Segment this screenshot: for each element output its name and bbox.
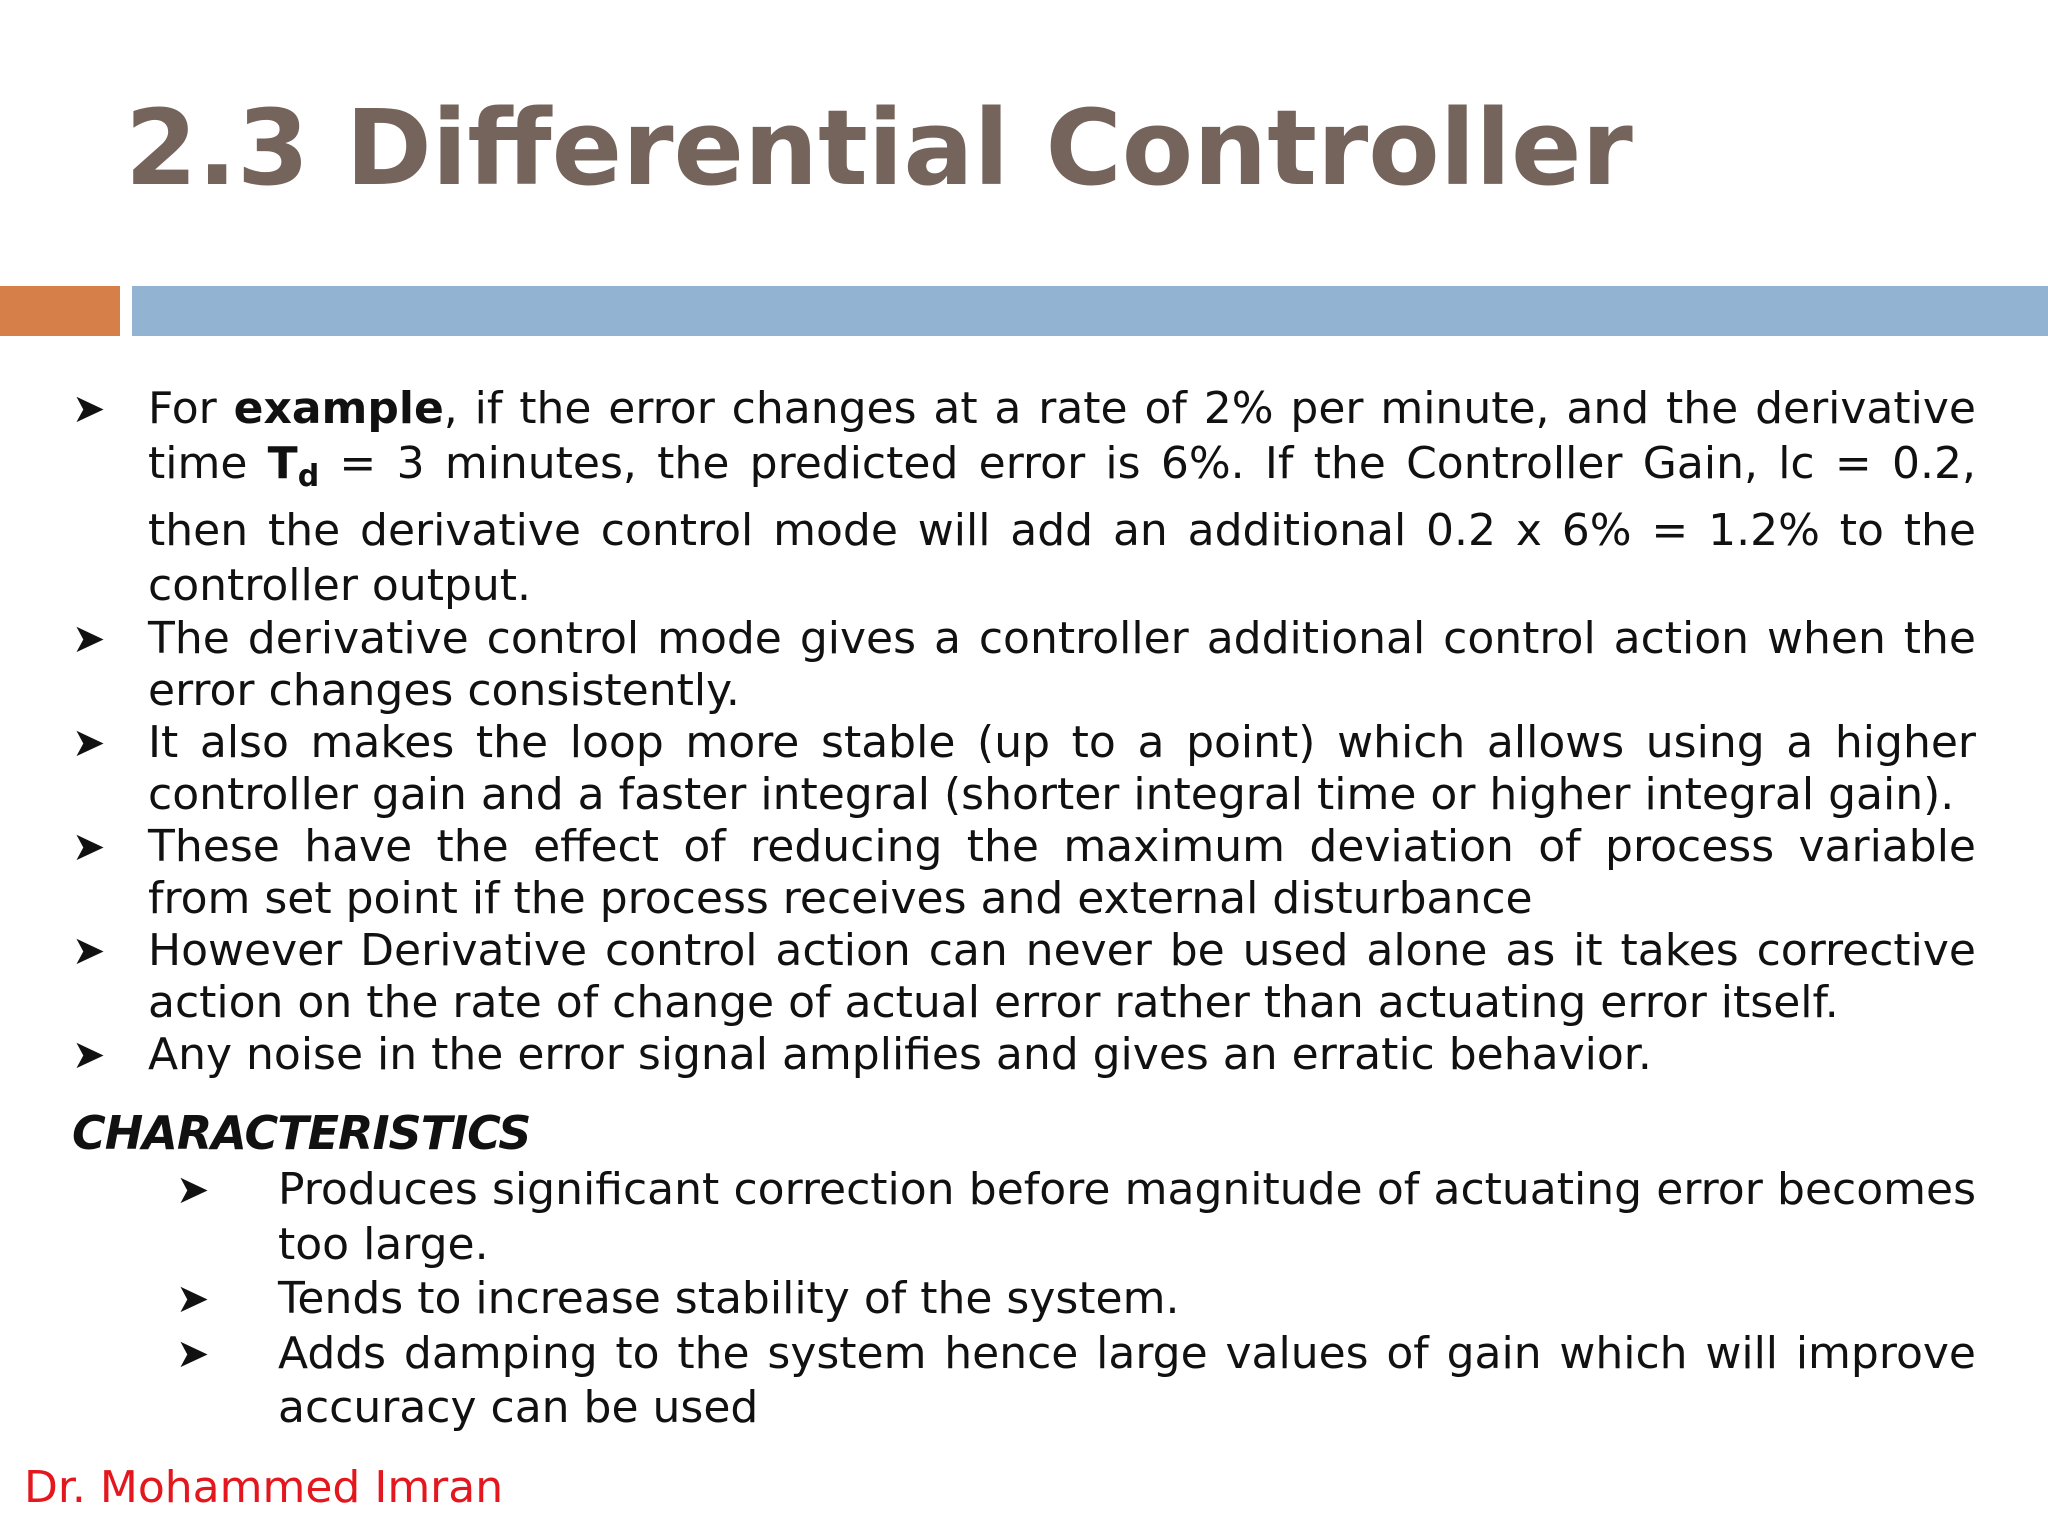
accent-band-blue [132, 286, 2048, 336]
bullet-text-pre: For [148, 383, 234, 434]
accent-band-orange [0, 286, 120, 336]
bullet-item [72, 382, 1976, 613]
bullet-text-bold: example [233, 383, 444, 434]
bullet-item [72, 1029, 1976, 1081]
arrow-bullet-icon: ➤ [72, 720, 106, 766]
characteristic-item [176, 1163, 1976, 1272]
arrow-bullet-icon: ➤ [72, 1032, 106, 1078]
characteristic-text: Produces significant correction before magnitude of actuating error becomes too large. [278, 1164, 1976, 1270]
characteristic-text: Adds damping to the system hence large values of gain which will improve accuracy can be used [278, 1327, 1976, 1433]
derivative-time-symbol: T [267, 437, 298, 489]
bullet-list [72, 382, 1976, 1081]
characteristics-heading: CHARACTERISTICS [72, 1106, 531, 1160]
bullet-item [72, 717, 1976, 821]
bullet-text: The derivative control mode gives a controller additional control action when the error changes consistently. [148, 613, 1976, 716]
arrow-bullet-icon: ➤ [176, 1167, 210, 1213]
characteristic-item [176, 1272, 1976, 1327]
arrow-bullet-icon: ➤ [72, 616, 106, 662]
bullet-text: These have the effect of reducing the maximum deviation of process variable from set point if the process receives and external disturbance [148, 821, 1976, 924]
bullet-text-mid: , if the error changes at a rate of 2% per minute, and the derivative time [148, 383, 1976, 489]
bullet-item [72, 821, 1976, 925]
slide-title: 2.3 Differential Controller [125, 87, 1633, 209]
arrow-bullet-icon: ➤ [176, 1276, 210, 1322]
derivative-time-subscript: d [297, 458, 320, 494]
characteristic-text: Tends to increase stability of the system. [278, 1273, 1180, 1324]
bullet-item [72, 613, 1976, 717]
arrow-bullet-icon: ➤ [72, 386, 106, 432]
bullet-text: However Derivative control action can never be used alone as it takes corrective action on the rate of change of actual error rather than actuating error itself. [148, 925, 1976, 1028]
characteristic-item [176, 1327, 1976, 1436]
bullet-text: Any noise in the error signal amplifies and gives an erratic behavior. [148, 1029, 1652, 1080]
bullet-text: It also makes the loop more stable (up to a point) which allows using a higher controller gain and a faster integral (shorter integral time or higher integral gain). [148, 717, 1976, 820]
bullet-item [72, 925, 1976, 1029]
author-credit: Dr. Mohammed Imran [24, 1462, 504, 1513]
arrow-bullet-icon: ➤ [72, 824, 106, 870]
arrow-bullet-icon: ➤ [72, 928, 106, 974]
characteristics-list [176, 1163, 1976, 1436]
bullet-text-post: = 3 minutes, the predicted error is 6%. If the Controller Gain, lc = 0.2, then the derivative control mode will add an additional 0.2 x 6% = 1.2% to the controller output. [148, 437, 1976, 611]
arrow-bullet-icon: ➤ [176, 1330, 210, 1377]
